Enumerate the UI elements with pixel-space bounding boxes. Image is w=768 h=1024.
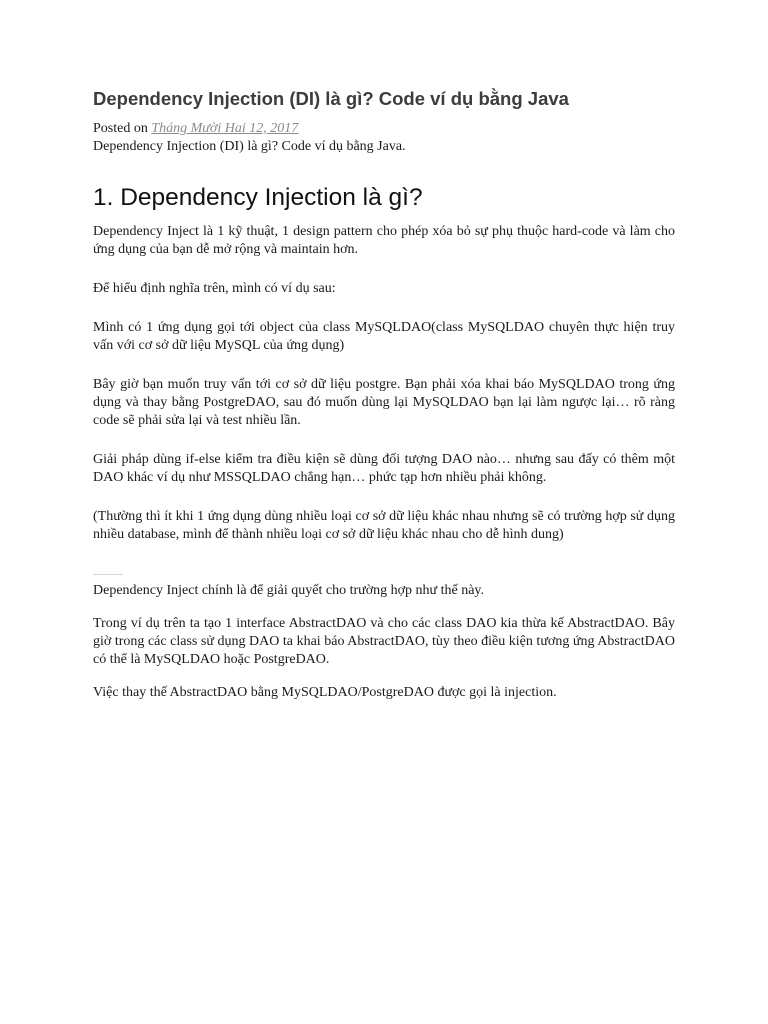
- paragraph: Để hiểu định nghĩa trên, mình có ví dụ sau:: [93, 281, 336, 296]
- post-meta: [93, 120, 675, 138]
- paragraph: Việc thay thế AbstractDAO bằng MySQLDAO/PostgreDAO được gọi là injection.: [93, 685, 557, 700]
- paragraph: (Thường thì ít khi 1 ứng dụng dùng nhiều loại cơ sở dữ liệu khác nhau nhưng sẽ có trường hợp sử dụng nhiều database, mình để thành nhiều loại cơ sở dữ liệu khác nhau cho dễ hình dung): [93, 509, 675, 542]
- paragraph: Mình có 1 ứng dụng gọi tới object của class MySQLDAO(class MySQLDAO chuyên thực hiện truy vấn với cơ sở dữ liệu MySQL của ứng dụng): [93, 320, 675, 353]
- paragraph: Trong ví dụ trên ta tạo 1 interface AbstractDAO và cho các class DAO kia thừa kế AbstractDAO. Bây giờ trong các class sử dụng DAO ta khai báo AbstractDAO, tùy theo điều kiện tương ứng AbstractDAO có thể là MySQLDAO hoặc PostgreDAO.: [93, 616, 675, 667]
- paragraph: Dependency Inject là 1 kỹ thuật, 1 design pattern cho phép xóa bỏ sự phụ thuộc hard-code và làm cho ứng dụng của bạn dễ mở rộng và maintain hơn.: [93, 224, 675, 257]
- paragraph: Giải pháp dùng if-else kiểm tra điều kiện sẽ dùng đối tượng DAO nào… nhưng sau đấy có thêm một DAO khác ví dụ như MSSQLDAO chẳng hạn… phức tạp hơn nhiều phải không.: [93, 452, 675, 485]
- separator-line: [93, 574, 123, 575]
- article-lead: Dependency Injection (DI) là gì? Code ví dụ bằng Java.: [93, 139, 406, 154]
- paragraph: Dependency Inject chính là để giải quyết cho trường hợp như thế này.: [93, 583, 485, 598]
- article-title: Dependency Injection (DI) là gì? Code ví dụ bằng Java: [93, 88, 569, 109]
- article: [93, 87, 675, 702]
- paragraph: Bây giờ bạn muốn truy vấn tới cơ sở dữ liệu postgre. Bạn phải xóa khai báo MySQLDAO trong ứng dụng và thay bằng PostgreDAO, sau đó muốn dùng lại MySQLDAO bạn lại làm ngược lại… rõ ràng code sẽ phải sửa lại và test nhiều lần.: [93, 377, 675, 428]
- post-date-link[interactable]: Tháng Mười Hai 12, 2017: [151, 121, 299, 136]
- posted-on-label: Posted on: [93, 121, 152, 136]
- section-heading: 1. Dependency Injection là gì?: [93, 184, 423, 211]
